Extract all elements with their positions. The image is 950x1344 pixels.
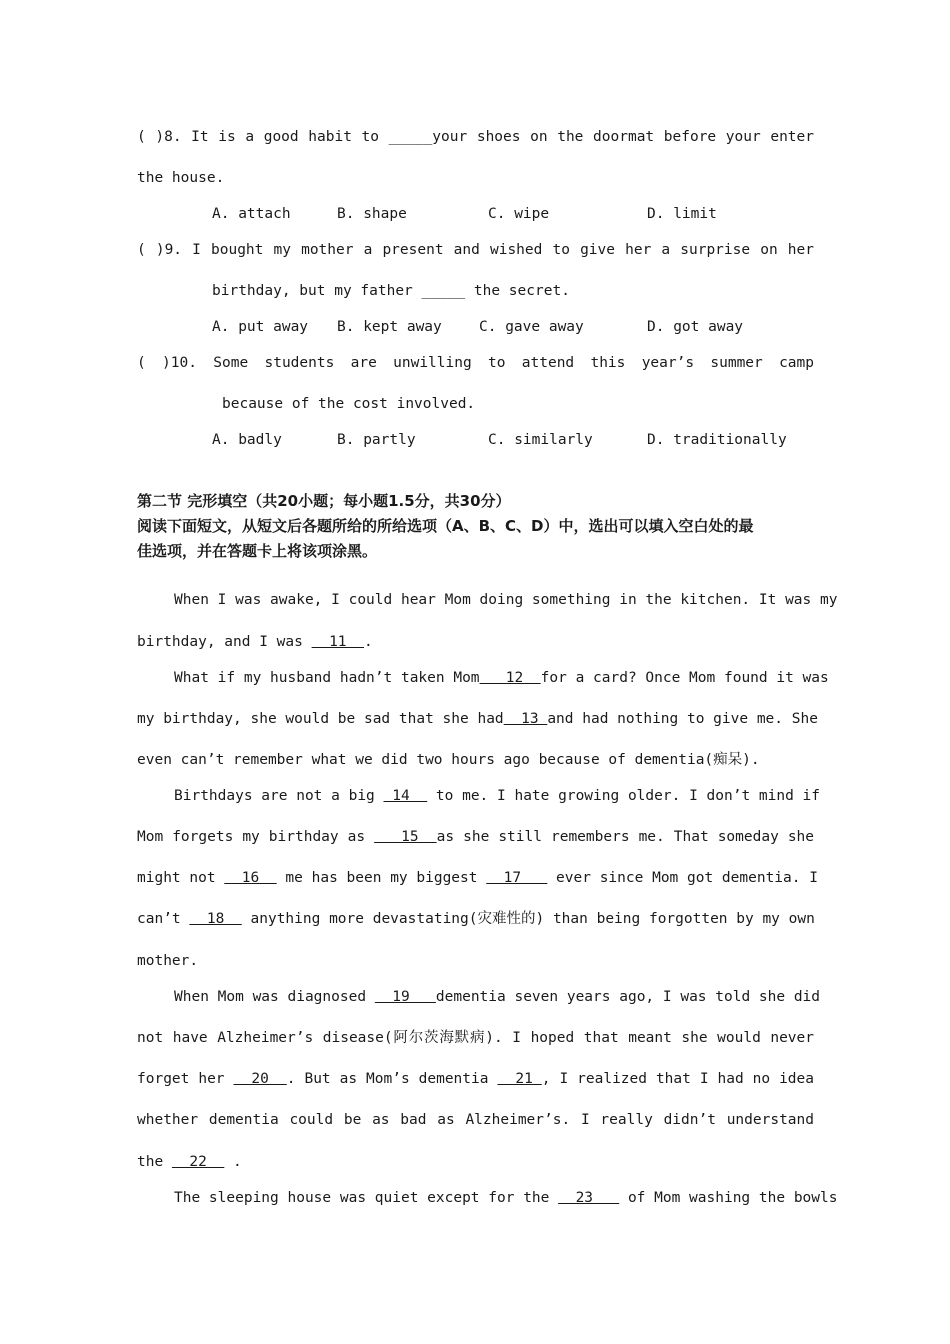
option-c: C. wipe [488,206,550,222]
question-10-stem: ( )10. Some students are unwilling to attend this year’s summer camp [137,355,814,371]
passage-line: the 22 . [137,1154,242,1170]
blank-18: 18 [189,911,242,927]
blank-22: 22 [171,1154,225,1170]
blank-14: 14 [383,788,428,804]
section-instruction: 阅读下面短文，从短文后各题所给的所给选项（A、B、C、D）中，选出可以填入空白处的最 [137,517,754,535]
passage-line: Mom forgets my birthday as 15 as she still remembers me. That someday she [137,829,815,845]
passage-line: whether dementia could be as bad as Alzheimer’s. I really didn’t understand [137,1112,814,1128]
option-c: C. gave away [479,319,584,335]
blank-23: 23 [558,1190,620,1206]
section-title: 第二节 完形填空（共20小题；每小题1.5分，共30分） [137,492,511,510]
option-b: B. shape [337,206,407,222]
passage-line: forget her 20 . But as Mom’s dementia 21 , I realized that I had no idea [137,1071,814,1087]
passage-line: mother. [137,953,199,969]
blank-20: 20 [233,1071,287,1087]
option-c: C. similarly [488,432,593,448]
blank-11: 11 [311,634,364,650]
passage-line: my birthday, she would be sad that she had 13 and had nothing to give me. She [137,711,818,727]
blank-16: 16 [224,870,277,886]
passage-line: can’t 18 anything more devastating(灾难性的) than being forgotten by my own [137,911,815,927]
option-b: B. partly [337,432,416,448]
question-10-stem-continued: because of the cost involved. [222,396,476,412]
question-8-stem-continued: the house. [137,170,225,186]
option-a: A. badly [212,432,282,448]
question-9-stem-continued: birthday, but my father _____ the secret. [212,283,570,299]
passage-line: even can’t remember what we did two hours ago because of dementia(痴呆). [137,752,760,768]
option-a: A. put away [212,319,309,335]
section-instruction-continued: 佳选项，并在答题卡上将该项涂黑。 [137,542,378,560]
passage-line: birthday, and I was 11 . [137,634,373,650]
question-9-stem: ( )9. I bought my mother a present and wished to give her a surprise on her [137,242,814,258]
blank-19: 19 [374,989,436,1005]
blank-15: 15 [374,829,437,845]
passage-line: When Mom was diagnosed 19 dementia seven years ago, I was told she did [174,989,821,1005]
passage-line: not have Alzheimer’s disease(阿尔茨海默病). I hoped that meant she would never [137,1030,814,1046]
passage-line: might not 16 me has been my biggest 17 ever since Mom got dementia. I [137,870,818,886]
blank-13: 13 [503,711,548,727]
option-b: B. kept away [337,319,442,335]
blank-21: 21 [497,1071,542,1087]
blank-17: 17 [486,870,548,886]
passage-line: When I was awake, I could hear Mom doing something in the kitchen. It was my [174,592,838,608]
option-d: D. traditionally [647,432,787,448]
blank-12: 12 [479,670,541,686]
option-a: A. attach [212,206,291,222]
passage-line: The sleeping house was quiet except for the 23 of Mom washing the bowls [174,1190,838,1206]
passage-line: Birthdays are not a big 14 to me. I hate growing older. I don’t mind if [174,788,821,804]
question-8-stem: ( )8. It is a good habit to _____your shoes on the doormat before your enter [137,129,814,145]
option-d: D. got away [647,319,744,335]
passage-line: What if my husband hadn’t taken Mom 12 for a card? Once Mom found it was [174,670,829,686]
option-d: D. limit [647,206,717,222]
